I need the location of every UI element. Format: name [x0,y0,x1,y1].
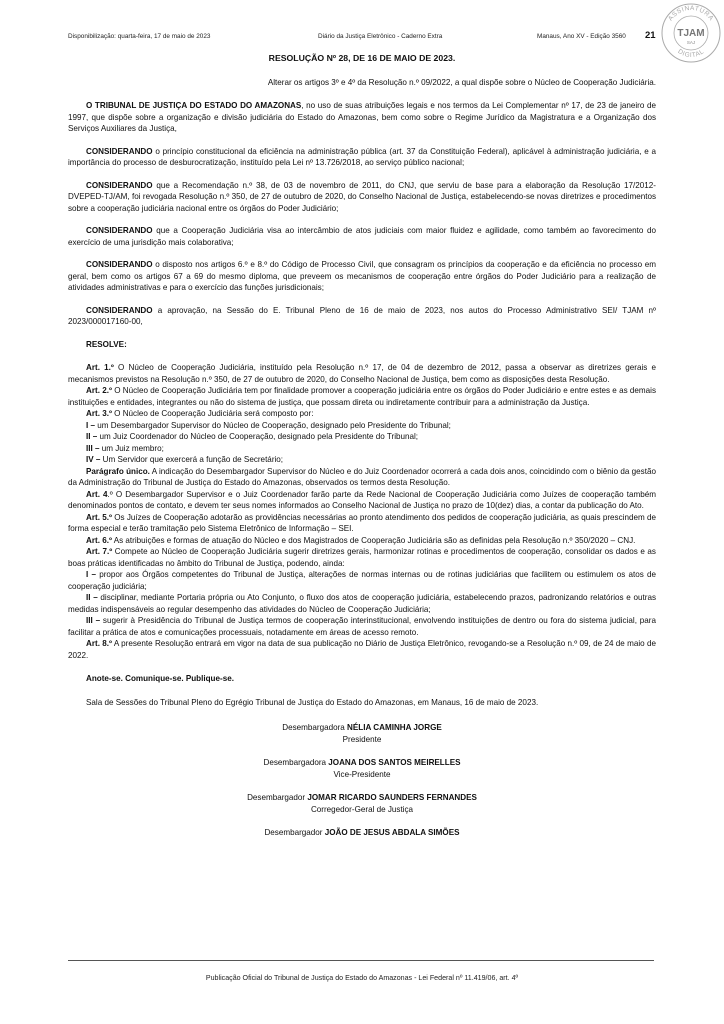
article-6 [68,535,656,547]
item-text: disciplinar, mediante Portaria própria ou Ato Conjunto, o fluxo dos atos de cooperação judiciária, estabelecendo prazos, padronizando relatórios e outras medidas indispensáveis ao regular desempenho das atividades do Núcleo de Cooperação Judiciária; [68,593,656,614]
considerando-label: CONSIDERANDO [86,260,153,269]
article-2 [68,385,656,408]
signatory-prefix: Desembargador [264,828,325,837]
resolve-heading: RESOLVE: [86,339,127,349]
article-label: Art. 5.º [86,512,112,522]
item-text: Um Servidor que exercerá a função de Secretário; [100,455,284,464]
article-label: Art. 8.º [86,639,112,648]
signature-block [68,792,656,815]
article-label: Art. 7.º [86,547,113,556]
signatory-prefix: Desembargadora [282,723,348,732]
signatory-name: JOÃO DE JESUS ABDALA SIMÕES [324,828,460,837]
considerando-label: CONSIDERANDO [86,146,153,156]
svg-text:ASSINATURA [667,5,715,22]
signatory-prefix: Desembargadora [263,758,329,767]
preamble-text: , no uso de suas atribuições legais e nos termos da Lei Complementar nº 17, de 23 de janeiro de 1997, que dispõe sobre a organização e divisão judiciária do Estado do Amazonas, bem como sobre o Regime Jurídico da Magistratura e a Organização dos Serviços Auxiliares da Justiça, [68,101,656,133]
signature-block [68,827,656,839]
document-body [68,53,656,851]
footer-divider [68,960,654,961]
considerando-text: que a Recomendação n.º 38, de 03 de novembro de 2011, do CNJ, que serviu de base para a elaboração da Resolução 17/2012- DVEPED-TJ/AM, foi revogada Resolução n.º 350, de 27 de outubro de 2020, do Conselho Nacional de Justiça, estabelecendo-se novas diretrizes e procedimentos sobre a cooperação judiciária nacional entre os órgãos do Poder Judiciário; [68,180,656,213]
signatory-role: Corregedor-Geral de Justiça [310,804,414,814]
resolution-title: RESOLUÇÃO Nº 28, DE 16 DE MAIO DE 2023. [268,53,456,63]
header-edition: Manaus, Ano XV - Edição 3560 [537,33,626,40]
item-label: IV – [86,455,101,464]
article-label: Art. 6.º [86,535,112,545]
considerando-text: a aprovação, na Sessão do E. Tribunal Pleno de 16 de maio de 2023, nos autos do Processo Administrativo SEI/ TJAM nº 2023/000017160-00, [68,305,656,326]
digital-signature-seal [660,2,722,64]
signatory-line [68,827,656,839]
paragrafo-label: Parágrafo único. [86,466,150,476]
article-3-item [68,454,656,466]
signatory-name: JOMAR RICARDO SAUNDERS FERNANDES [307,793,477,802]
considerando-label: CONSIDERANDO [86,305,153,315]
signatory-line [68,722,656,734]
preamble [68,100,656,135]
seal-bottom-text: DIGITAL [676,48,706,60]
signatory-prefix: Desembargador [247,793,308,802]
article-8 [68,638,656,661]
item-text: um Juiz membro; [99,443,164,453]
signature-block [68,722,656,745]
considerando-1 [68,146,656,169]
item-text: sugerir à Presidência do Tribunal de Justiça termos de cooperação interinstitucional, envolvendo instituições de dentro ou fora do sistema judicial, para facilitar a prática de atos e comunicações processuais, notadamente em áreas de acesso remoto. [68,616,656,637]
article-3-item [68,443,656,455]
signatory-role: Vice-Presidente [333,769,391,779]
article-7-item [68,569,656,592]
article-label: Art. 1.º [86,363,114,372]
article-1 [68,362,656,385]
signatory-name: NÉLIA CAMINHA JORGE [347,723,442,732]
considerando-2 [68,180,656,215]
article-text: Os Juízes de Cooperação adotarão as providências necessárias ao pronto atendimento dos pedidos de cooperação judiciária, as quais prescindem de forma especial e terão tramitação pelo Sistema Eletrônico de Informação – SEI. [68,512,656,533]
preamble-bold: O TRIBUNAL DE JUSTIÇA DO ESTADO DO AMAZONAS [86,101,302,110]
article-7-item [68,615,656,638]
item-label: III – [86,616,101,625]
article-5 [68,512,656,535]
considerando-label: CONSIDERANDO [86,226,153,235]
signatory-line [68,757,656,769]
considerando-label: CONSIDERANDO [86,180,153,190]
item-label: II – [86,593,98,602]
item-text: um Desembargador Supervisor do Núcleo de Cooperação, designado pelo Presidente do Tribunal; [95,420,451,430]
seal-small-text: SAJ [686,40,696,45]
considerando-text: que a Cooperação Judiciária visa ao intercâmbio de atos judiciais com maior fluidez e agilidade, como também ao favorecimento do exercício de uma jurisdição mais colaborativa; [68,226,656,247]
item-text: um Juiz Coordenador do Núcleo de Cooperação, designado pela Presidente do Tribunal; [97,432,419,441]
item-label: I – [86,570,96,579]
article-3-item [68,420,656,432]
session-place: Sala de Sessões do Tribunal Pleno do Egrégio Tribunal de Justiça do Estado do Amazonas, em Manaus, 16 de maio de 2023. [86,697,539,707]
considerando-text: o princípio constitucional da eficiência na administração pública (art. 37 da Constituição Federal), aplicável à administração judiciária, e a importância do processo de desburocratização, instituído pela Lei nº 13.726/2018, ao serviço público nacional; [68,146,656,167]
header-journal: Diário da Justiça Eletrônico - Caderno Extra [318,33,443,40]
seal-center-text: TJAM [677,28,705,39]
article-text: O Núcleo de Cooperação Judiciária tem por finalidade promover a cooperação judiciária entre os órgãos do Poder Judiciário e entre estes e as demais instituições e entidades, integrantes ou não do sistema de justiça, que possam direta ou indiretamente contribuir para a administração da Justiça. [68,386,656,407]
article-text: As atribuições e formas de atuação do Núcleo e dos Magistrados de Cooperação Judiciária são as definidas pela Resolução n.º 350/2020 – CNJ. [111,535,636,545]
header-availability: Disponibilização: quarta-feira, 17 de maio de 2023 [68,33,211,40]
article-label: Art. 3.º [86,409,112,418]
article-4 [68,489,656,512]
signatory-name: JOANA DOS SANTOS MEIRELLES [328,758,461,767]
article-text: .º O Desembargador Supervisor e o Juiz Coordenador farão parte da Rede Nacional de Cooperação Judiciária como Juízes de cooperação também denominados pontos de contato, e devem ter seus nomes informados ao Conselho Nacional de Justiça no prazo de 10(dez) dias, a contar da publicação do Ato. [68,489,656,510]
signature-block [68,757,656,780]
seal-top-text: ASSINATURA [667,4,715,23]
article-text: A presente Resolução entrará em vigor na data de sua publicação no Diário de Justiça Eletrônico, revogando-se a Resolução n.º 09, de 24 de maio de 2022. [68,639,656,660]
article-text: O Núcleo de Cooperação Judiciária, instituído pela Resolução n.º 17, de 04 de dezembro de 2012, passa a observar as diretrizes gerais e mecanismos previstos na Resolução n.º 350, de 27 de outubro de 2020, do Conselho Nacional de Justiça, bem como as disposições desta Resolução. [68,363,656,384]
article-text: Compete ao Núcleo de Cooperação Judiciária sugerir diretrizes gerais, harmonizar rotinas e procedimentos de cooperação, consolidar os dados e as boas práticas identificadas no âmbito do Tribunal de Justiça, podendo, ainda: [68,547,656,568]
article-7 [68,546,656,569]
signatory-role: Presidente [342,734,382,744]
article-3 [68,408,656,420]
signatory-line [68,792,656,804]
item-label: II – [86,432,98,441]
paragrafo-unico [68,466,656,489]
article-7-item [68,592,656,615]
anote-publique: Anote-se. Comunique-se. Publique-se. [86,674,234,683]
article-text: O Núcleo de Cooperação Judiciária será composto por: [111,409,314,418]
page-number: 21 [645,30,656,41]
article-label: Art. 4 [86,489,108,499]
ementa: Alterar os artigos 3º e 4º da Resolução n.º 09/2022, a qual dispõe sobre o Núcleo de Cooperação Judiciária. [267,77,656,87]
paragrafo-text: A indicação do Desembargador Supervisor do Núcleo e do Juiz Coordenador ocorrerá a cada dois anos, coincidindo com o biênio da gestão da Administração do Tribunal de Justiça do Estado do Amazonas, observados os termos desta Resolução. [68,466,656,487]
considerando-3 [68,225,656,248]
article-label: Art. 2.º [86,386,112,395]
item-label: III – [86,443,100,453]
item-text: propor aos Órgãos competentes do Tribunal de Justiça, alterações de normas internas ou de rotinas judiciárias que facilitem ou estimulem os atos de cooperação judiciária; [68,570,657,591]
footer-text: Publicação Oficial do Tribunal de Justiça do Estado do Amazonas - Lei Federal nº 11.419/06, art. 4º [205,974,519,982]
item-label: I – [86,420,95,430]
considerando-text: o disposto nos artigos 6.º e 8.º do Código de Processo Civil, que consagram os princípios da cooperação e da eficiência no processo em geral, bem como os artigos 67 a 69 do mesmo diploma, que preveem os mecanismos de cooperação entre órgãos do Poder Judiciário para a realização de atividades administrativas e para o exercício das funções jurisdicionais; [68,260,656,292]
considerando-4 [68,259,656,294]
considerando-5 [68,305,656,328]
article-3-item [68,431,656,443]
